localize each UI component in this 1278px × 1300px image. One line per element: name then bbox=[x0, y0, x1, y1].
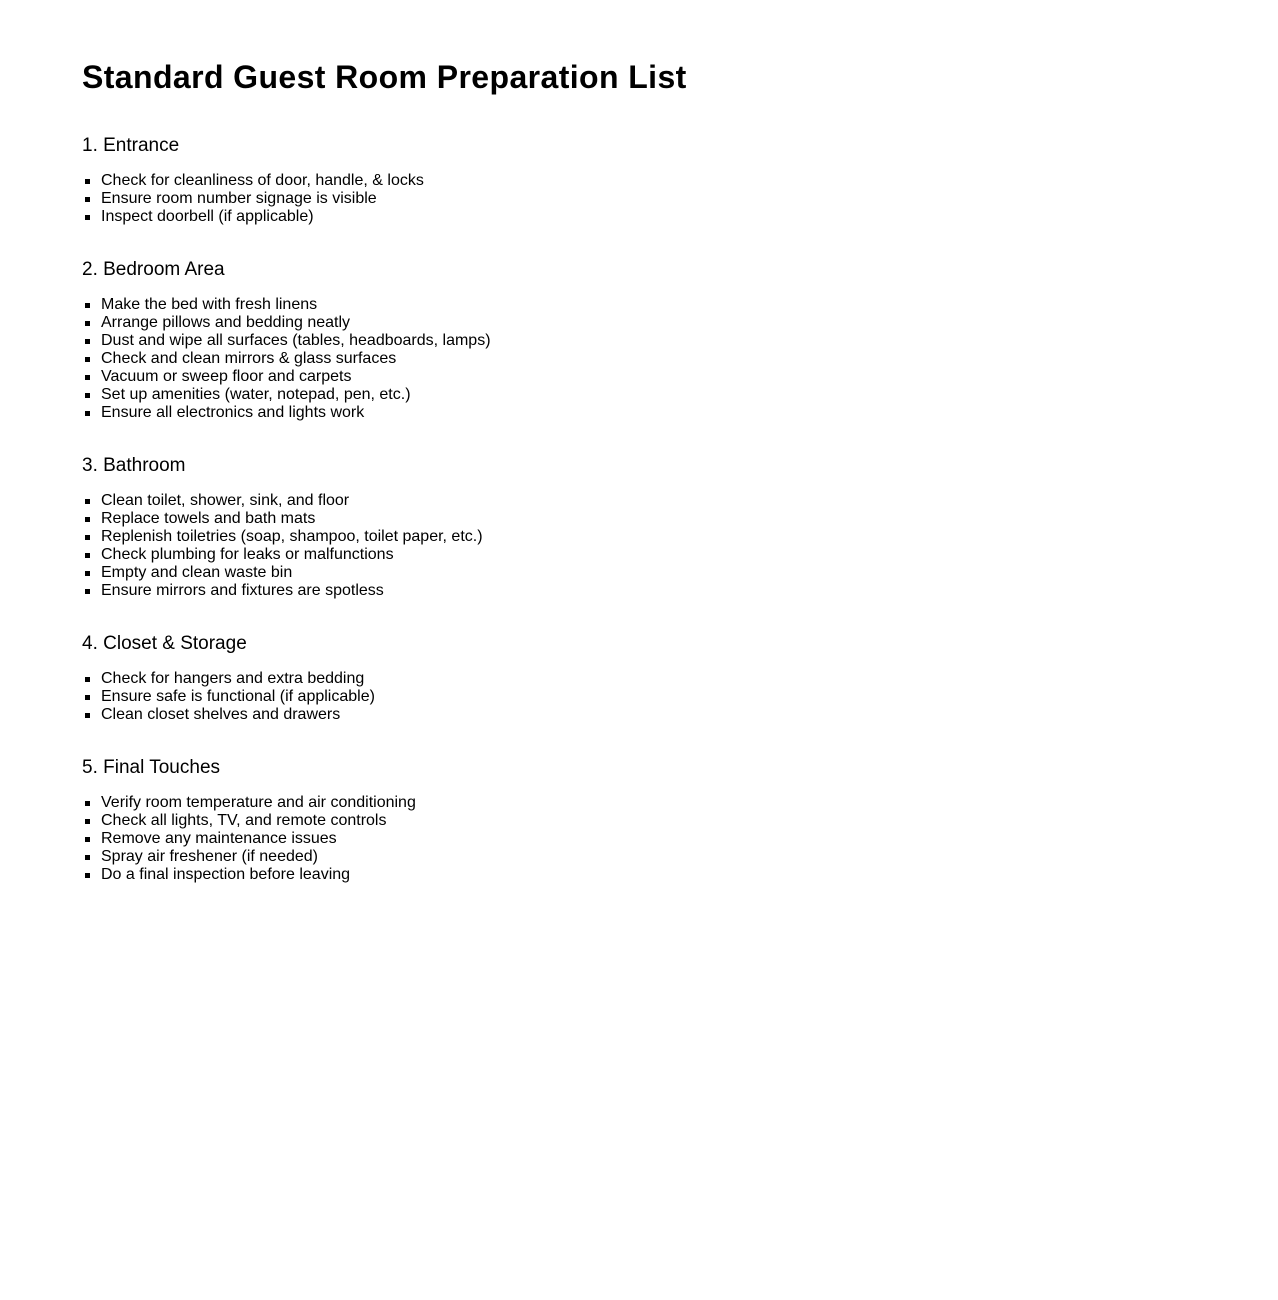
square-bullet-icon bbox=[85, 819, 90, 824]
checklist-item-list bbox=[82, 670, 1278, 724]
square-bullet-icon bbox=[85, 713, 90, 718]
checklist-item-label: Set up amenities (water, notepad, pen, etc.) bbox=[101, 386, 411, 403]
checklist-item-label: Check all lights, TV, and remote controls bbox=[101, 812, 387, 829]
square-bullet-icon bbox=[85, 357, 90, 362]
checklist-item-label: Ensure mirrors and fixtures are spotless bbox=[101, 582, 384, 599]
checklist-item bbox=[82, 172, 1278, 190]
square-bullet-icon bbox=[85, 303, 90, 308]
square-bullet-icon bbox=[85, 553, 90, 558]
checklist-item-label: Arrange pillows and bedding neatly bbox=[101, 314, 351, 331]
checklist-item-label: Check plumbing for leaks or malfunctions bbox=[101, 546, 394, 563]
checklist-item-label: Spray air freshener (if needed) bbox=[101, 848, 318, 865]
checklist-item bbox=[82, 670, 1278, 688]
checklist-section bbox=[82, 757, 1278, 884]
checklist-item-label: Do a final inspection before leaving bbox=[101, 866, 351, 883]
square-bullet-icon bbox=[85, 589, 90, 594]
square-bullet-icon bbox=[85, 375, 90, 380]
section-heading: 4. Closet & Storage bbox=[82, 633, 247, 654]
square-bullet-icon bbox=[85, 837, 90, 842]
checklist-item-label: Ensure safe is functional (if applicable) bbox=[101, 688, 375, 705]
square-bullet-icon bbox=[85, 411, 90, 416]
checklist-item bbox=[82, 296, 1278, 314]
checklist-item bbox=[82, 794, 1278, 812]
square-bullet-icon bbox=[85, 695, 90, 700]
checklist-item-label: Empty and clean waste bin bbox=[101, 564, 293, 581]
square-bullet-icon bbox=[85, 499, 90, 504]
checklist-item bbox=[82, 830, 1278, 848]
checklist-item bbox=[82, 688, 1278, 706]
checklist-item-list bbox=[82, 492, 1278, 600]
page-title: Standard Guest Room Preparation List bbox=[82, 59, 687, 95]
checklist-item bbox=[82, 866, 1278, 884]
checklist-item bbox=[82, 350, 1278, 368]
checklist-item bbox=[82, 492, 1278, 510]
checklist-item-label: Check for cleanliness of door, handle, & locks bbox=[101, 172, 424, 189]
checklist-item-label: Check and clean mirrors & glass surfaces bbox=[101, 350, 397, 367]
square-bullet-icon bbox=[85, 321, 90, 326]
checklist-item-label: Replace towels and bath mats bbox=[101, 510, 316, 527]
checklist-item-list bbox=[82, 794, 1278, 884]
checklist-item bbox=[82, 528, 1278, 546]
square-bullet-icon bbox=[85, 179, 90, 184]
square-bullet-icon bbox=[85, 393, 90, 398]
checklist-item-label: Dust and wipe all surfaces (tables, headboards, lamps) bbox=[101, 332, 491, 349]
square-bullet-icon bbox=[85, 517, 90, 522]
checklist-item bbox=[82, 368, 1278, 386]
section-heading: 1. Entrance bbox=[82, 135, 180, 156]
checklist-item bbox=[82, 386, 1278, 404]
checklist-item-list bbox=[82, 172, 1278, 226]
checklist-item-list bbox=[82, 296, 1278, 422]
checklist-item-label: Check for hangers and extra bedding bbox=[101, 670, 365, 687]
checklist-item bbox=[82, 582, 1278, 600]
section-heading: 5. Final Touches bbox=[82, 757, 221, 778]
checklist-section bbox=[82, 633, 1278, 724]
checklist-item bbox=[82, 332, 1278, 350]
checklist-item-label: Remove any maintenance issues bbox=[101, 830, 337, 847]
checklist-item-label: Replenish toiletries (soap, shampoo, toilet paper, etc.) bbox=[101, 528, 483, 545]
checklist-item bbox=[82, 546, 1278, 564]
section-heading: 2. Bedroom Area bbox=[82, 259, 225, 280]
checklist-item-label: Ensure all electronics and lights work bbox=[101, 404, 365, 421]
square-bullet-icon bbox=[85, 535, 90, 540]
checklist-item-label: Clean closet shelves and drawers bbox=[101, 706, 341, 723]
checklist-item bbox=[82, 812, 1278, 830]
square-bullet-icon bbox=[85, 873, 90, 878]
checklist-item bbox=[82, 564, 1278, 582]
checklist-item bbox=[82, 190, 1278, 208]
square-bullet-icon bbox=[85, 855, 90, 860]
square-bullet-icon bbox=[85, 339, 90, 344]
checklist-item bbox=[82, 848, 1278, 866]
checklist-section bbox=[82, 135, 1278, 226]
checklist-item-label: Clean toilet, shower, sink, and floor bbox=[101, 492, 350, 509]
checklist-item bbox=[82, 706, 1278, 724]
checklist-item-label: Ensure room number signage is visible bbox=[101, 190, 377, 207]
checklist-item-label: Verify room temperature and air conditioning bbox=[101, 794, 416, 811]
square-bullet-icon bbox=[85, 677, 90, 682]
checklist-item bbox=[82, 510, 1278, 528]
square-bullet-icon bbox=[85, 801, 90, 806]
checklist-item bbox=[82, 208, 1278, 226]
checklist-item bbox=[82, 314, 1278, 332]
checklist-section bbox=[82, 259, 1278, 422]
square-bullet-icon bbox=[85, 571, 90, 576]
square-bullet-icon bbox=[85, 197, 90, 202]
checklist-item-label: Vacuum or sweep floor and carpets bbox=[101, 368, 352, 385]
checklist-sections bbox=[82, 135, 1278, 884]
checklist-section bbox=[82, 455, 1278, 600]
checklist-item-label: Inspect doorbell (if applicable) bbox=[101, 208, 314, 225]
checklist-item bbox=[82, 404, 1278, 422]
square-bullet-icon bbox=[85, 215, 90, 220]
section-heading: 3. Bathroom bbox=[82, 455, 186, 476]
checklist-item-label: Make the bed with fresh linens bbox=[101, 296, 318, 313]
